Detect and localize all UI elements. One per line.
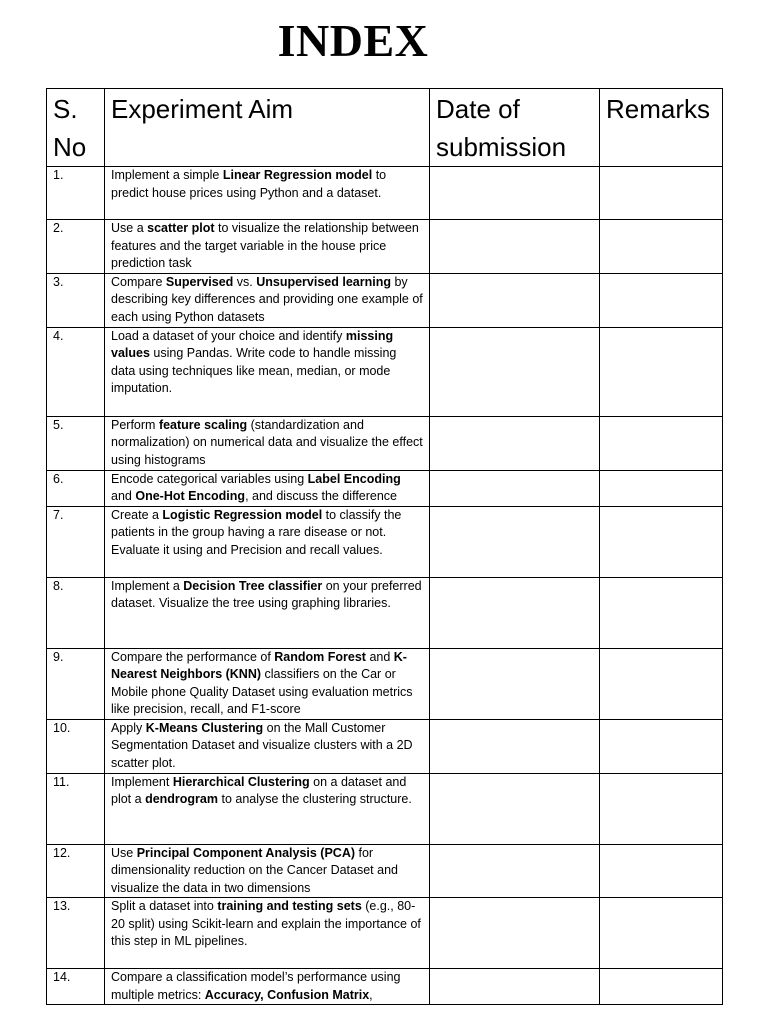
row-date-of-submission[interactable] bbox=[430, 167, 600, 220]
aim-text: Split a dataset into bbox=[111, 899, 218, 913]
row-experiment-aim bbox=[105, 844, 430, 898]
aim-text: Implement bbox=[111, 774, 173, 789]
aim-text: Implement a simple bbox=[111, 168, 223, 182]
aim-text: (standardization and normalization) on numerical data and visualize the effect using histograms bbox=[111, 417, 423, 467]
row-remarks[interactable] bbox=[600, 273, 723, 327]
row-number: 6. bbox=[47, 470, 105, 506]
row-date-of-submission[interactable] bbox=[430, 844, 600, 898]
header-remarks: Remarks bbox=[600, 89, 723, 167]
row-experiment-aim bbox=[105, 273, 430, 327]
row-remarks[interactable] bbox=[600, 506, 723, 577]
row-date-of-submission[interactable] bbox=[430, 577, 600, 648]
aim-text: Implement a bbox=[111, 578, 184, 593]
aim-bold-text: Logistic Regression model bbox=[162, 507, 323, 522]
aim-bold-text: Principal Component Analysis (PCA) bbox=[136, 845, 356, 860]
row-experiment-aim bbox=[105, 220, 430, 274]
table-row bbox=[47, 167, 723, 220]
aim-text: to classify the patients in the group having a rare disease or not. Evaluate it using and Precision and recall values. bbox=[111, 507, 402, 557]
aim-text: to predict house prices using Python and a dataset. bbox=[111, 168, 387, 200]
row-number: 2. bbox=[47, 220, 105, 274]
row-experiment-aim bbox=[105, 470, 430, 506]
row-number: 4. bbox=[47, 327, 105, 416]
header-date-of-submission: Date of submission bbox=[430, 89, 600, 167]
row-date-of-submission[interactable] bbox=[430, 416, 600, 470]
table-body bbox=[47, 167, 723, 1005]
aim-text: Create a bbox=[111, 507, 163, 522]
table-row bbox=[47, 470, 723, 506]
aim-text: on a dataset and plot a bbox=[111, 774, 407, 806]
row-number: 7. bbox=[47, 506, 105, 577]
aim-text: Compare bbox=[111, 274, 166, 289]
aim-text: by describing key differences and providing one example of each using Python datasets bbox=[111, 274, 423, 324]
row-experiment-aim bbox=[105, 773, 430, 844]
row-date-of-submission[interactable] bbox=[430, 506, 600, 577]
table-row bbox=[47, 327, 723, 416]
table-row bbox=[47, 969, 723, 1005]
row-date-of-submission[interactable] bbox=[430, 773, 600, 844]
row-date-of-submission[interactable] bbox=[430, 648, 600, 719]
aim-text: on your preferred dataset. Visualize the tree using graphing libraries. bbox=[111, 578, 422, 610]
aim-bold-text: Supervised bbox=[165, 274, 234, 289]
aim-text: , and discuss the difference bbox=[245, 489, 398, 503]
table-row bbox=[47, 898, 723, 969]
aim-bold-text: missing values bbox=[111, 328, 394, 360]
row-remarks[interactable] bbox=[600, 969, 723, 1005]
row-number: 5. bbox=[47, 416, 105, 470]
aim-text: , bbox=[369, 987, 373, 1002]
row-date-of-submission[interactable] bbox=[430, 327, 600, 416]
aim-bold-text: K-Means Clustering bbox=[145, 720, 264, 735]
row-date-of-submission[interactable] bbox=[430, 470, 600, 506]
row-remarks[interactable] bbox=[600, 416, 723, 470]
table-row bbox=[47, 273, 723, 327]
table-row bbox=[47, 220, 723, 274]
table-row bbox=[47, 416, 723, 470]
row-remarks[interactable] bbox=[600, 577, 723, 648]
aim-text: (e.g., 80-20 split) using Scikit-learn and explain the importance of this step in ML pipelines. bbox=[111, 899, 421, 948]
aim-text: to visualize the relationship between features and the target variable in the house price prediction task bbox=[111, 221, 419, 270]
aim-text: and bbox=[111, 489, 136, 503]
row-number: 14. bbox=[47, 969, 105, 1005]
header-experiment-aim: Experiment Aim bbox=[105, 89, 430, 167]
row-experiment-aim bbox=[105, 898, 430, 969]
row-date-of-submission[interactable] bbox=[430, 898, 600, 969]
aim-bold-text: K-Nearest Neighbors (KNN) bbox=[111, 649, 407, 681]
aim-text: Perform bbox=[111, 417, 159, 432]
row-experiment-aim bbox=[105, 327, 430, 416]
aim-bold-text: Linear Regression model bbox=[222, 168, 373, 182]
table-row bbox=[47, 506, 723, 577]
table-row bbox=[47, 844, 723, 898]
aim-text: Use a bbox=[111, 221, 148, 235]
aim-bold-text: Label Encoding bbox=[307, 471, 401, 486]
aim-text: Compare a classification model’s performance using multiple metrics: bbox=[111, 970, 401, 1002]
row-number: 3. bbox=[47, 273, 105, 327]
row-experiment-aim bbox=[105, 969, 430, 1005]
table-header-row bbox=[47, 89, 723, 167]
table-row bbox=[47, 648, 723, 719]
row-number: 9. bbox=[47, 648, 105, 719]
aim-bold-text: training and testing sets bbox=[217, 899, 362, 913]
row-number: 1. bbox=[47, 167, 105, 220]
row-number: 11. bbox=[47, 773, 105, 844]
row-remarks[interactable] bbox=[600, 844, 723, 898]
table-row bbox=[47, 719, 723, 773]
aim-bold-text: Decision Tree classifier bbox=[183, 578, 323, 593]
row-experiment-aim bbox=[105, 648, 430, 719]
aim-bold-text: Unsupervised learning bbox=[256, 274, 391, 289]
row-remarks[interactable] bbox=[600, 719, 723, 773]
aim-bold-text: feature scaling bbox=[158, 417, 248, 432]
aim-text: Load a dataset of your choice and identify bbox=[111, 328, 346, 343]
header-sno: S. No bbox=[47, 89, 105, 167]
row-date-of-submission[interactable] bbox=[430, 220, 600, 274]
row-remarks[interactable] bbox=[600, 648, 723, 719]
row-experiment-aim bbox=[105, 167, 430, 220]
aim-text: for dimensionality reduction on the Cancer Dataset and visualize the data in two dimensions bbox=[111, 845, 398, 895]
row-experiment-aim bbox=[105, 506, 430, 577]
page-title: INDEX bbox=[277, 15, 429, 66]
aim-text: Use bbox=[111, 845, 137, 860]
row-experiment-aim bbox=[105, 719, 430, 773]
row-number: 10. bbox=[47, 719, 105, 773]
aim-text: Encode categorical variables using bbox=[111, 471, 308, 486]
aim-text: and bbox=[365, 649, 394, 664]
row-date-of-submission[interactable] bbox=[430, 719, 600, 773]
row-remarks[interactable] bbox=[600, 167, 723, 220]
aim-text: using Pandas. Write code to handle missing data using techniques like mean, median, or mode imputation. bbox=[111, 346, 397, 395]
aim-bold-text: Random Forest bbox=[274, 649, 366, 664]
aim-text: Apply bbox=[111, 720, 146, 735]
row-remarks[interactable] bbox=[600, 898, 723, 969]
row-date-of-submission[interactable] bbox=[430, 969, 600, 1005]
row-number: 12. bbox=[47, 844, 105, 898]
aim-bold-text: scatter plot bbox=[147, 221, 215, 235]
row-date-of-submission[interactable] bbox=[430, 273, 600, 327]
table-row bbox=[47, 577, 723, 648]
aim-bold-text: Accuracy, Confusion Matrix bbox=[204, 987, 370, 1002]
row-remarks[interactable] bbox=[600, 327, 723, 416]
row-experiment-aim bbox=[105, 577, 430, 648]
index-table bbox=[46, 88, 723, 1005]
aim-bold-text: dendrogram bbox=[145, 792, 218, 806]
row-remarks[interactable] bbox=[600, 220, 723, 274]
aim-text: classifiers on the Car or Mobile phone Quality Dataset using evaluation metrics like precision, recall, and F1-score bbox=[111, 667, 413, 716]
row-number: 13. bbox=[47, 898, 105, 969]
aim-bold-text: One-Hot Encoding bbox=[135, 489, 246, 503]
aim-bold-text: Hierarchical Clustering bbox=[172, 774, 310, 789]
aim-text: on the Mall Customer Segmentation Dataset and visualize clusters with a 2D scatter plot. bbox=[111, 720, 413, 770]
row-remarks[interactable] bbox=[600, 773, 723, 844]
aim-text: to analyse the clustering structure. bbox=[218, 792, 412, 806]
aim-text: Compare the performance of bbox=[111, 649, 275, 664]
aim-text: vs. bbox=[233, 274, 257, 289]
row-experiment-aim bbox=[105, 416, 430, 470]
row-number: 8. bbox=[47, 577, 105, 648]
table-row bbox=[47, 773, 723, 844]
row-remarks[interactable] bbox=[600, 470, 723, 506]
